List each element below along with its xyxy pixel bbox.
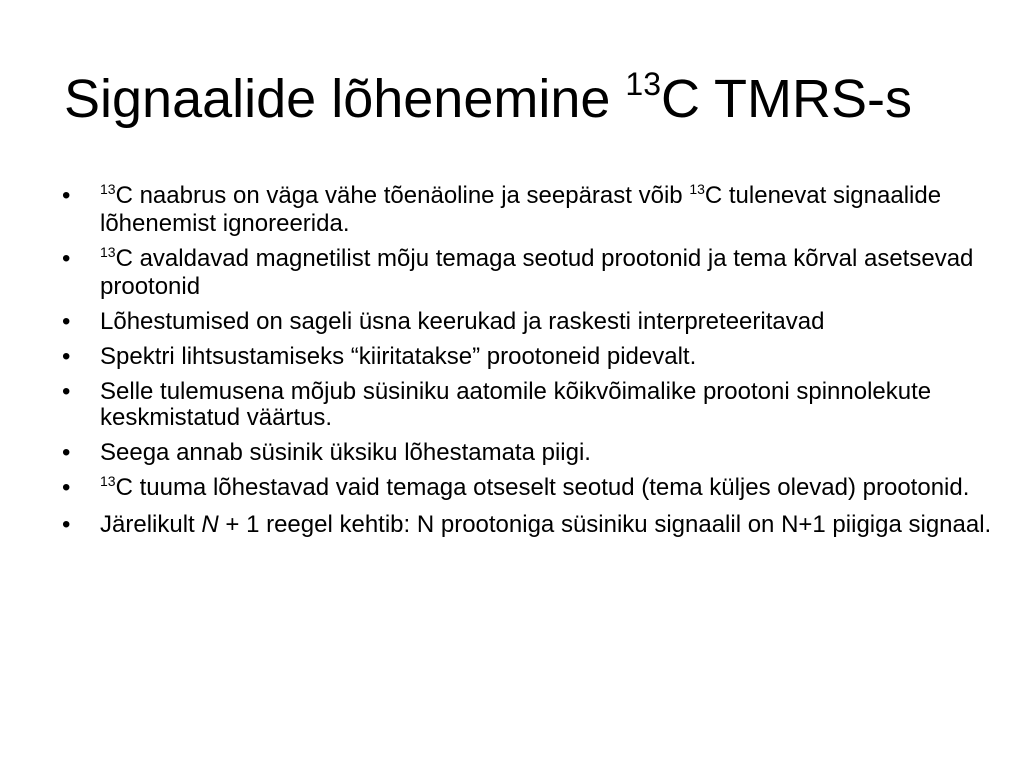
bullet-dot-icon: • [62, 245, 71, 272]
bullet-text: C naabrus on väga vähe tõenäoline ja seepärast võib [115, 182, 690, 209]
bullet-text: Seega annab süsinik üksiku lõhestamata piigi. [100, 439, 591, 466]
bullet-item [62, 344, 1002, 370]
superscript: 13 [100, 473, 116, 489]
bullet-dot-icon: • [62, 308, 71, 335]
bullet-list [62, 183, 1002, 547]
bullet-item [62, 309, 1002, 335]
title-text-before: Signaalide lõhenemine [64, 69, 626, 129]
bullet-dot-icon: • [62, 439, 71, 466]
bullet-item [62, 183, 1002, 237]
superscript: 13 [100, 244, 116, 260]
bullet-text: Lõhestumised on sageli üsna keerukad ja raskesti interpreteeritavad [100, 308, 825, 335]
title-text-after: C TMRS-s [661, 69, 913, 129]
bullet-dot-icon: • [62, 182, 71, 209]
bullet-dot-icon: • [62, 378, 71, 405]
bullet-dot-icon: • [62, 343, 71, 370]
bullet-dot-icon: • [62, 474, 71, 501]
slide-title [64, 60, 1004, 145]
bullet-text: Spektri lihtsustamiseks “kiiritatakse” prootoneid pidevalt. [100, 343, 697, 370]
bullet-item [62, 512, 1002, 538]
bullet-text: Järelikult [100, 511, 202, 538]
bullet-text: C avaldavad magnetilist mõju temaga seotud prootonid ja tema kõrval asetsevad prootonid [100, 245, 974, 300]
bullet-text: + 1 reegel kehtib: N prootoniga süsiniku signaalil on N+1 piigiga signaal. [218, 511, 992, 538]
bullet-item [62, 440, 1002, 466]
bullet-text: C tuuma lõhestavad vaid temaga otseselt seotud (tema küljes olevad) prootonid. [115, 474, 970, 501]
superscript: 13 [689, 181, 705, 197]
italic-variable: N [201, 511, 219, 538]
title-superscript: 13 [625, 66, 662, 102]
superscript: 13 [100, 181, 116, 197]
bullet-text: C tulenevat signaalide lõhenemist ignoreerida. [100, 182, 942, 237]
bullet-item [62, 379, 1002, 431]
bullet-text: Selle tulemusena mõjub süsiniku aatomile kõikvõimalike prootoni spinnolekute keskmistatud väärtus. [100, 378, 932, 431]
bullet-item [62, 246, 1002, 300]
bullet-dot-icon: • [62, 511, 71, 538]
bullet-item [62, 475, 1002, 503]
